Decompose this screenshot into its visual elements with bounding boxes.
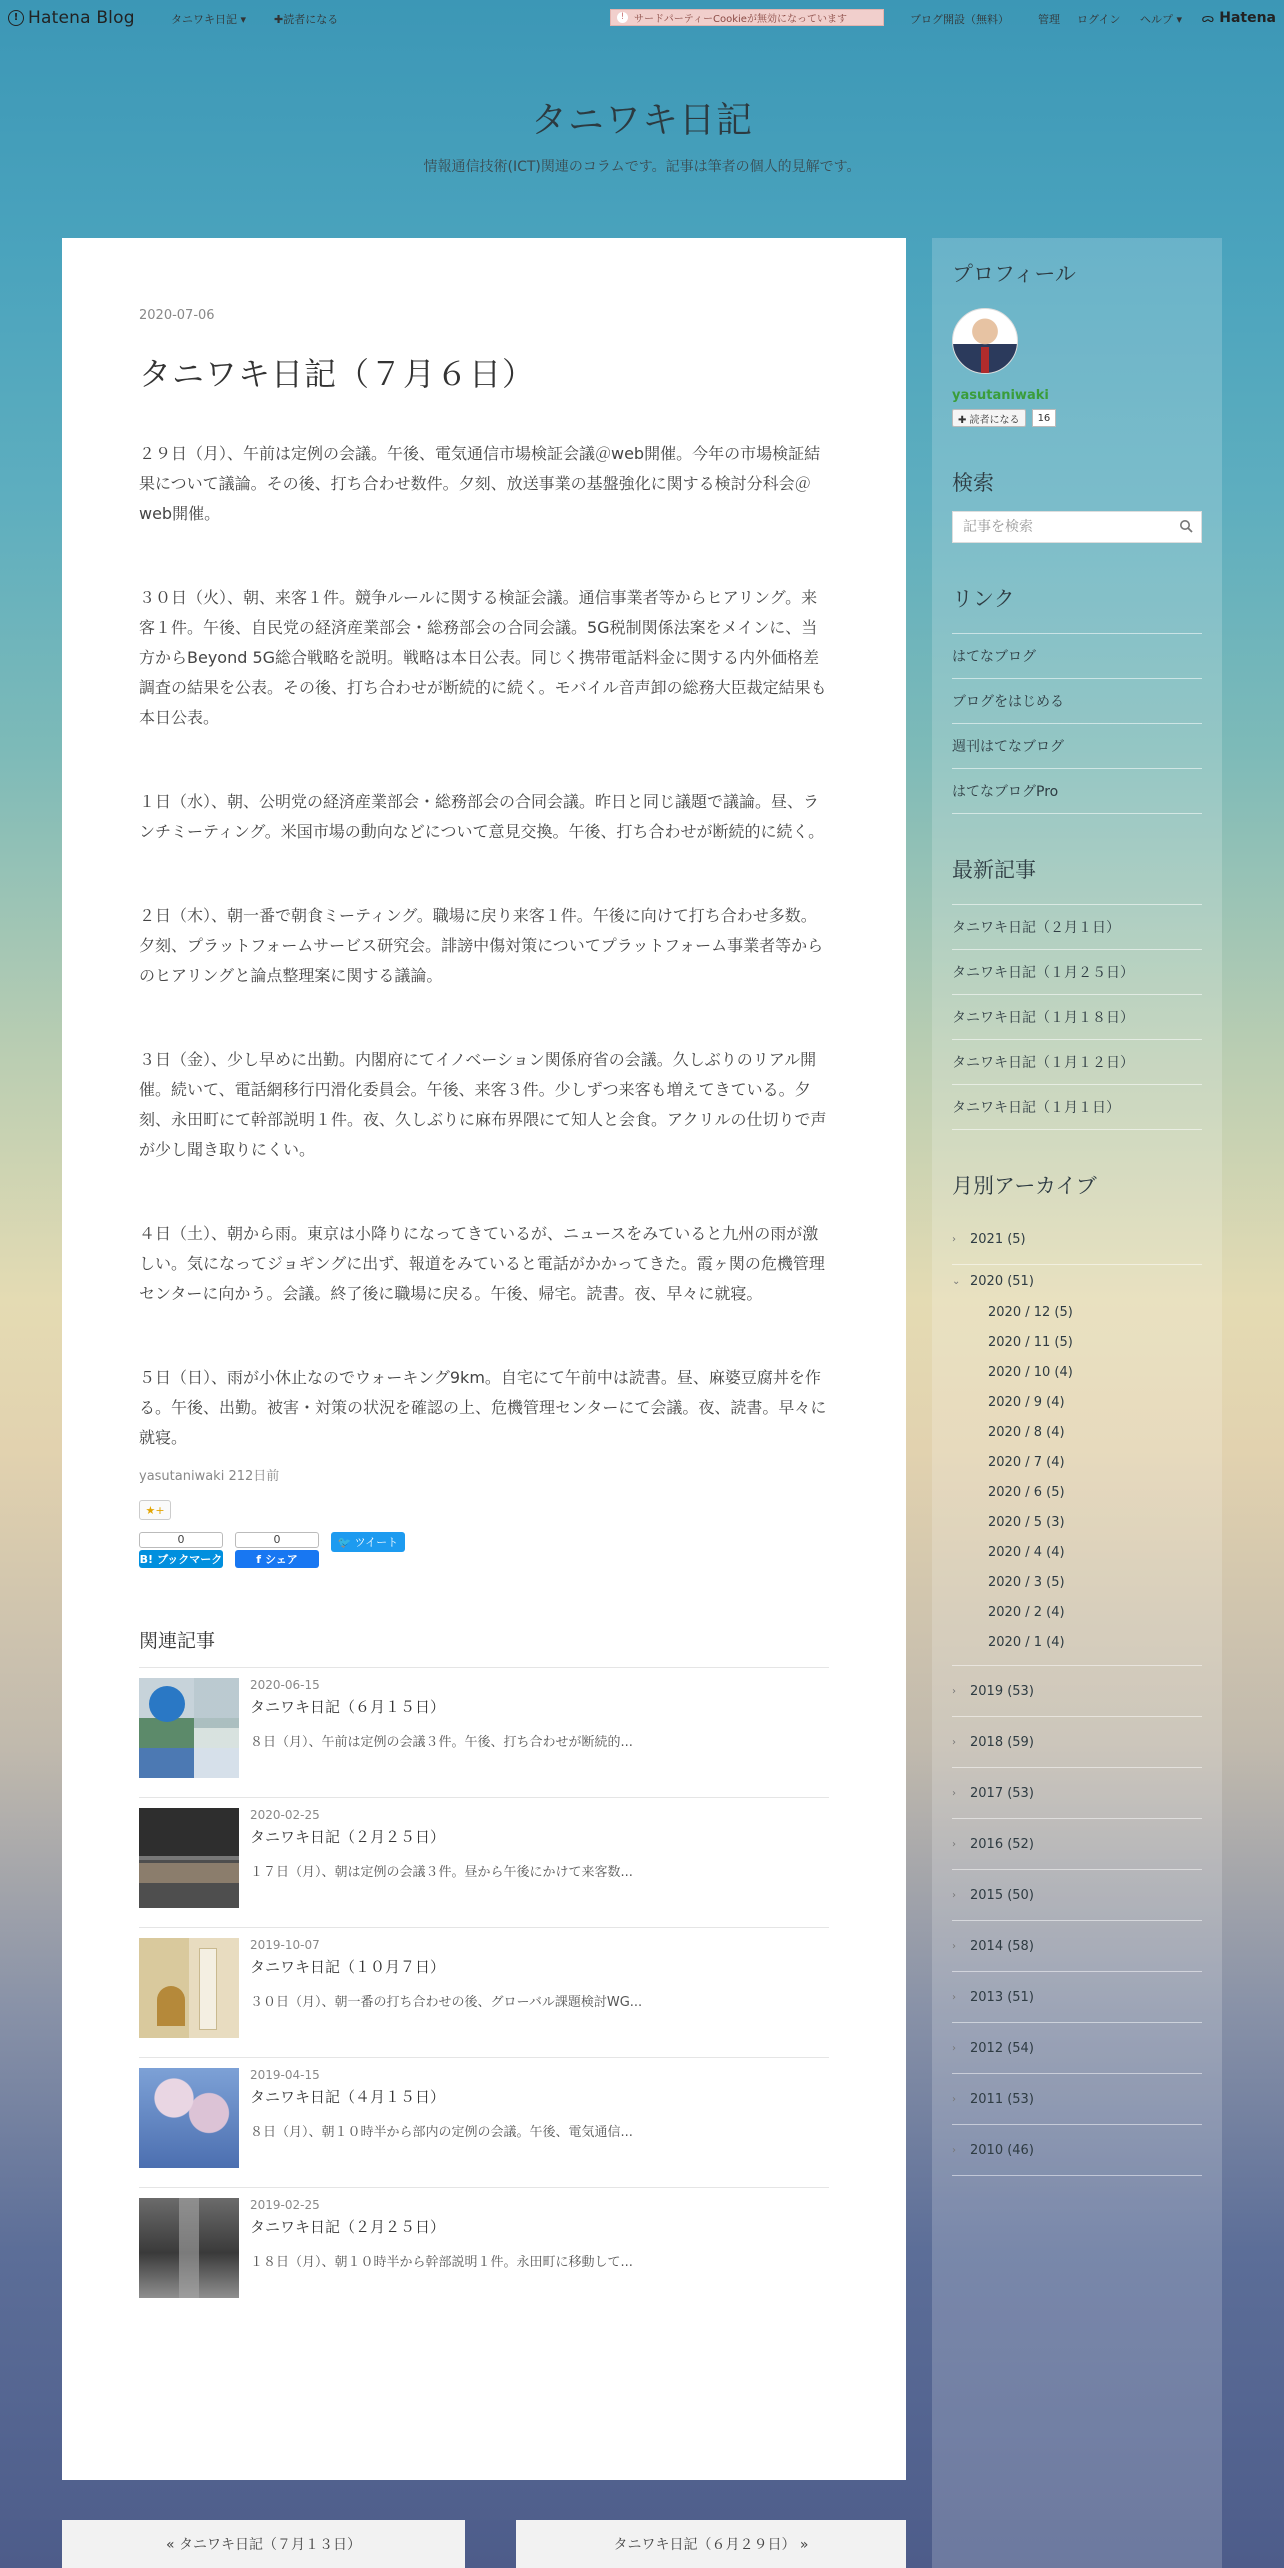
related-title[interactable]: タニワキ日記（２月２５日） [250, 2218, 446, 2236]
related-summary: １７日（月）、朝は定例の会議３件。昼から午後にかけて来客数... [250, 1865, 633, 1880]
chevron-down-icon: ⌄ [952, 1275, 961, 1287]
recent-post-item[interactable]: タニワキ日記（１月１８日） [952, 995, 1202, 1040]
share-buttons [139, 1532, 829, 1568]
related-articles-list [139, 1667, 829, 2318]
chevron-right-icon: › [952, 1838, 956, 1850]
archive-year-label: 2016 (52) [970, 1836, 1034, 1852]
related-article[interactable] [139, 1798, 829, 1928]
related-date: 2019-02-25 [250, 2198, 320, 2212]
related-heading: 関連記事 [139, 1630, 216, 1652]
archive-year[interactable] [952, 1666, 1202, 1717]
search-input[interactable] [961, 518, 1165, 536]
hatena-bookmark-share[interactable] [139, 1532, 223, 1568]
login-link[interactable]: ログイン [1077, 13, 1121, 26]
related-thumbnail[interactable] [139, 1938, 239, 2038]
archive-month[interactable]: 2020 / 11 (5) [988, 1334, 1073, 1350]
related-thumbnail[interactable] [139, 2068, 239, 2168]
cookie-notice[interactable] [610, 9, 884, 26]
related-thumbnail[interactable] [139, 1808, 239, 1908]
archive-year-label: 2021 (5) [970, 1231, 1026, 1247]
start-blog-link[interactable]: ブログ開設（無料） [910, 13, 1009, 26]
related-summary: ８日（月）、朝１０時半から部内の定例の会議。午後、電気通信... [250, 2125, 633, 2140]
archive-year-label: 2018 (59) [970, 1734, 1034, 1750]
related-title[interactable]: タニワキ日記（４月１５日） [250, 2088, 446, 2106]
blog-title[interactable]: タニワキ日記 [530, 100, 753, 141]
archive-month[interactable]: 2020 / 1 (4) [988, 1634, 1065, 1650]
profile-heading: プロフィール [952, 262, 1076, 286]
chevron-right-icon: › [952, 1736, 956, 1748]
archive-month[interactable]: 2020 / 9 (4) [988, 1394, 1065, 1410]
facebook-icon: f [256, 1552, 261, 1566]
search-heading: 検索 [952, 471, 994, 495]
chevron-right-icon: › [952, 1940, 956, 1952]
archive-year-label: 2019 (53) [970, 1683, 1034, 1699]
article-paragraph: ３日（金）、少し早めに出勤。内閣府にてイノベーション関係府省の会議。久しぶりのリアル開催。続いて、電話網移行円滑化委員会。午後、来客３件。少しずつ来客も増えてきている。夕刻、永田町にて幹部説明１件。夜、久しぶりに麻布界隈にて知人と会食。アクリルの仕切りで声が少し聞き取りにくい。 [139, 1050, 827, 1159]
related-article[interactable] [139, 2058, 829, 2188]
admin-link[interactable]: 管理 [1038, 13, 1060, 26]
chevron-right-icon: › [952, 1991, 956, 2003]
archive-month[interactable]: 2020 / 6 (5) [988, 1484, 1065, 1500]
prev-article-link[interactable]: « タニワキ日記（７月１３日） [62, 2520, 465, 2568]
related-summary: ８日（月）、午前は定例の会議３件。午後、打ち合わせが断続的... [250, 1735, 633, 1750]
related-date: 2019-10-07 [250, 1938, 320, 1952]
article-body [139, 439, 829, 1453]
search-icon[interactable] [1179, 518, 1193, 537]
archive-year[interactable] [952, 2074, 1202, 2125]
hatena-mark-icon: ᯅ [1201, 11, 1215, 25]
subscribe-link[interactable]: ✚読者になる [274, 13, 339, 26]
article-main [62, 238, 906, 2480]
facebook-share-count: 0 [235, 1532, 319, 1548]
info-icon: ! [617, 12, 628, 23]
archive-year-label: 2013 (51) [970, 1989, 1034, 2005]
article-paragraph: ５日（日）、雨が小休止なのでウォーキング9km。自宅にて午前中は読書。昼、麻婆豆腐丼を作る。午後、出勤。被害・対策の状況を確認の上、危機管理センターにて会議。夜、読書。早々に就寝。 [139, 1368, 827, 1447]
archive-month[interactable]: 2020 / 7 (4) [988, 1454, 1065, 1470]
archive-year-expanded [952, 1265, 1202, 1666]
blog-description: 情報通信技術(ICT)関連のコラムです。記事は筆者の個人的見解です。 [423, 159, 861, 175]
profile-username[interactable]: yasutaniwaki [952, 388, 1049, 403]
article-paragraph: １日（水）、朝、公明党の経済産業部会・総務部会の合同会議。昨日と同じ議題で議論。昼、ランチミーティング。米国市場の動向などについて意見交換。午後、打ち合わせが断続的に続く。 [139, 792, 825, 841]
archive-year-label: 2012 (54) [970, 2040, 1034, 2056]
related-article[interactable] [139, 1928, 829, 2058]
chevron-right-icon: › [952, 1233, 956, 1245]
reader-count[interactable]: 16 [1032, 409, 1057, 427]
archive-month[interactable]: 2020 / 4 (4) [988, 1544, 1065, 1560]
related-article[interactable] [139, 1668, 829, 1798]
article-date[interactable]: 2020-07-06 [139, 308, 215, 323]
related-thumbnail[interactable] [139, 2198, 239, 2298]
recent-post-item[interactable]: タニワキ日記（１月１日） [952, 1085, 1202, 1130]
archive-month[interactable]: 2020 / 2 (4) [988, 1604, 1065, 1620]
article-title[interactable]: タニワキ日記（７月６日） [139, 355, 536, 393]
link-item[interactable]: はてなブログPro [952, 769, 1202, 814]
recent-posts-list [952, 904, 1202, 1130]
subscribe-button[interactable]: ✚ 読者になる [952, 409, 1026, 427]
chevron-right-icon: › [952, 1787, 956, 1799]
add-star-button[interactable]: ★+ [139, 1500, 171, 1520]
archive-month[interactable]: 2020 / 5 (3) [988, 1514, 1065, 1530]
related-date: 2020-02-25 [250, 1808, 320, 1822]
archive-heading: 月別アーカイブ [952, 1174, 1097, 1198]
archive-year[interactable] [952, 2125, 1202, 2176]
recent-post-item[interactable]: タニワキ日記（１月１２日） [952, 1040, 1202, 1085]
archive-year[interactable] [952, 1819, 1202, 1870]
archive-year-label: 2010 (46) [970, 2142, 1034, 2158]
hatena-bookmark-icon: B! [139, 1552, 154, 1566]
archive-year[interactable] [952, 1921, 1202, 1972]
chevron-right-icon: › [952, 2042, 956, 2054]
sidebar [932, 238, 1222, 2568]
next-article-link[interactable]: タニワキ日記（６月２９日） » [516, 2520, 906, 2568]
hatena-logo-icon: ! [8, 10, 24, 26]
article-paragraph: ２９日（月）、午前は定例の会議。午後、電気通信市場検証会議＠web開催。今年の市場検証結果について議論。その後、打ち合わせ数件。夕刻、放送事業の基盤強化に関する検討分科会＠web開催。 [139, 444, 821, 523]
archive-year-label: 2011 (53) [970, 2091, 1034, 2107]
archive-year-label: 2020 (51) [970, 1273, 1034, 1289]
archive-month[interactable]: 2020 / 3 (5) [988, 1574, 1065, 1590]
hatena-blog-brand: Hatena Blog [28, 8, 135, 28]
archive-year-label: 2014 (58) [970, 1938, 1034, 1954]
bookmark-count: 0 [139, 1532, 223, 1548]
archive-month[interactable]: 2020 / 10 (4) [988, 1364, 1073, 1380]
link-item[interactable]: 週刊はてなブログ [952, 724, 1202, 769]
facebook-share[interactable] [235, 1532, 319, 1568]
tweet-label: ツイート [354, 1536, 399, 1549]
related-thumbnail[interactable] [139, 1678, 239, 1778]
archive-year[interactable] [952, 1972, 1202, 2023]
archive-year[interactable] [952, 1214, 1202, 1265]
article-paragraph: ４日（土）、朝から雨。東京は小降りになってきているが、ニュースをみていると九州の雨が激しい。気になってジョギングに出ず、報道をみていると電話がかかってきた。霞ヶ関の危機管理センターに向かう。会議。終了後に職場に戻る。午後、帰宅。読書。夜、早々に就寝。 [139, 1224, 825, 1303]
related-title[interactable]: タニワキ日記（１０月７日） [250, 1958, 446, 1976]
hatena-link[interactable] [1201, 9, 1276, 26]
blog-menu-dropdown[interactable]: タニワキ日記 ▾ [171, 13, 247, 26]
article-paragraph: ２日（木）、朝一番で朝食ミーティング。職場に戻り来客１件。午後に向けて打ち合わせ多数。夕刻、プラットフォームサービス研究会。誹謗中傷対策についてプラットフォーム事業者等からのヒアリングと論点整理案に関する議論。 [139, 906, 824, 985]
article-byline[interactable]: yasutaniwaki 212日前 [139, 1469, 280, 1484]
hatena-label: Hatena [1219, 10, 1276, 26]
article-paragraph: ３０日（火）、朝、来客１件。競争ルールに関する検証会議。通信事業者等からヒアリング。来客１件。午後、自民党の経済産業部会・総務部会の合同会議。5G税制関係法案をメインに、当方からBeyond 5G総合戦略を説明。戦略は本日公表。同じく携帯電話料金に関する内外価格差調査の結果を公表。その後、打ち合わせが断続的に続く。モバイル音声卸の総務大臣裁定結果も本日公表。 [139, 588, 827, 727]
archive-year-label: 2017 (53) [970, 1785, 1034, 1801]
bookmark-label: ブックマーク [157, 1553, 223, 1566]
hatena-blog-logo[interactable] [8, 8, 135, 28]
search-box [952, 511, 1202, 543]
related-date: 2019-04-15 [250, 2068, 320, 2082]
avatar[interactable] [952, 308, 1018, 374]
chevron-right-icon: › [952, 1889, 956, 1901]
archive-year[interactable] [952, 1717, 1202, 1768]
recent-post-item[interactable]: タニワキ日記（１月２５日） [952, 950, 1202, 995]
archive-year[interactable] [952, 2023, 1202, 2074]
related-article[interactable] [139, 2188, 829, 2318]
reader-subscribe [952, 409, 1202, 427]
twitter-bird-icon: 🐦 [337, 1535, 352, 1549]
recent-posts-heading: 最新記事 [952, 858, 1036, 882]
facebook-share-button[interactable] [235, 1550, 319, 1568]
archive-year[interactable] [952, 1768, 1202, 1819]
archive-month[interactable]: 2020 / 8 (4) [988, 1424, 1065, 1440]
hatena-global-header [0, 0, 1284, 36]
chevron-right-icon: › [952, 1685, 956, 1697]
links-list [952, 633, 1202, 814]
chevron-right-icon: › [952, 2144, 956, 2156]
recent-post-item[interactable]: タニワキ日記（２月１日） [952, 905, 1202, 950]
link-item[interactable]: ブログをはじめる [952, 679, 1202, 724]
archive-list [952, 1214, 1202, 2176]
archive-year-label: 2015 (50) [970, 1887, 1034, 1903]
related-title[interactable]: タニワキ日記（６月１５日） [250, 1698, 446, 1716]
related-date: 2020-06-15 [250, 1678, 320, 1692]
bookmark-button[interactable] [139, 1550, 223, 1568]
link-item[interactable]: はてなブログ [952, 634, 1202, 679]
related-summary: ３０日（月）、朝一番の打ち合わせの後、グローバル課題検討WG... [250, 1995, 643, 2010]
related-title[interactable]: タニワキ日記（２月２５日） [250, 1828, 446, 1846]
help-dropdown[interactable]: ヘルプ ▾ [1140, 13, 1183, 26]
cookie-notice-text: サードパーティーCookieが無効になっています [634, 14, 847, 25]
archive-month[interactable]: 2020 / 12 (5) [988, 1304, 1073, 1320]
links-heading: リンク [952, 587, 1015, 611]
archive-year[interactable] [952, 1265, 1202, 1297]
related-summary: １８日（月）、朝１０時半から幹部説明１件。永田町に移動して... [250, 2255, 633, 2270]
facebook-share-label: シェア [265, 1553, 298, 1566]
archive-year[interactable] [952, 1870, 1202, 1921]
chevron-right-icon: › [952, 2093, 956, 2105]
tweet-button[interactable] [331, 1532, 405, 1552]
